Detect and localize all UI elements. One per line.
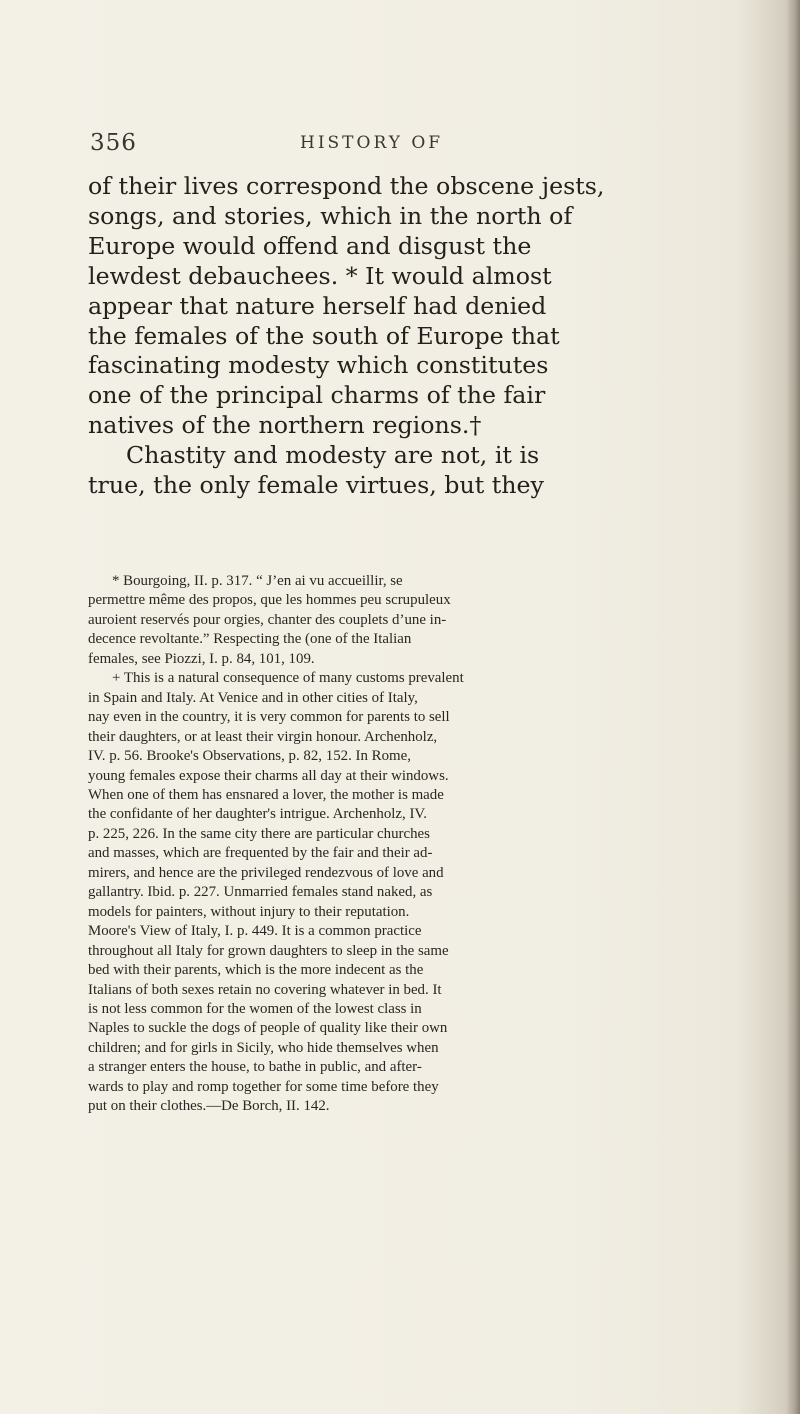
text-line: natives of the northern regions.†	[88, 411, 482, 440]
main-text	[88, 172, 728, 501]
footnote-line: wards to play and romp together for some time before they	[88, 1078, 439, 1095]
footnote-line: IV. p. 56. Brooke's Observations, p. 82, 152. In Rome,	[88, 748, 411, 765]
footnote-line: mirers, and hence are the privileged rendezvous of love and	[88, 864, 444, 881]
footnote-line: Naples to suckle the dogs of people of quality like their own	[88, 1020, 448, 1037]
text-line: lewdest debauchees. * It would almost	[88, 261, 552, 290]
footnote-line: throughout all Italy for grown daughters to sleep in the same	[88, 942, 449, 959]
text-line: appear that nature herself had denied	[88, 291, 547, 320]
text-line: the females of the south of Europe that	[88, 321, 560, 350]
footnote-line: and masses, which are frequented by the fair and their ad-	[88, 845, 433, 862]
footnote-line: + This is a natural consequence of many customs prevalent	[112, 670, 464, 687]
text-line: true, the only female virtues, but they	[88, 471, 544, 500]
footnote-line: auroient reservés pour orgies, chanter des couplets d’une in-	[88, 611, 447, 628]
footnote-line: in Spain and Italy. At Venice and in other cities of Italy,	[88, 689, 418, 706]
footnote-line: decence revoltante.” Respecting the (one of the Italian	[88, 631, 412, 648]
page-edge-shadow	[786, 0, 800, 1414]
footnote-line: females, see Piozzi, I. p. 84, 101, 109.	[88, 650, 315, 667]
footnote-line: permettre même des propos, que les hommes peu scrupuleux	[88, 592, 451, 609]
footnote-line: Moore's View of Italy, I. p. 449. It is a common practice	[88, 923, 422, 940]
page-number: 356	[90, 130, 137, 156]
footnote-line: the confidante of her daughter's intrigue. Archenholz, IV.	[88, 806, 427, 823]
text-line: songs, and stories, which in the north of	[88, 201, 573, 230]
footnote-line: is not less common for the women of the lowest class in	[88, 1000, 422, 1017]
text-line: Chastity and modesty are not, it is	[126, 441, 540, 470]
footnote-line: children; and for girls in Sicily, who hide themselves when	[88, 1039, 439, 1056]
text-line: Europe would offend and disgust the	[88, 231, 532, 260]
footnote-line: their daughters, or at least their virgin honour. Archenholz,	[88, 728, 438, 745]
footnotes	[88, 572, 736, 1117]
footnote-line: models for painters, without injury to their reputation.	[88, 903, 410, 920]
footnote-line: put on their clothes.—De Borch, II. 142.	[88, 1098, 330, 1115]
text-line: fascinating modesty which constitutes	[88, 351, 549, 380]
footnote-line: * Bourgoing, II. p. 317. “ J’en ai vu accueillir, se	[112, 573, 403, 589]
footnote-line: gallantry. Ibid. p. 227. Unmarried females stand naked, as	[88, 884, 433, 901]
page-header	[90, 130, 710, 160]
footnote-line: nay even in the country, it is very common for parents to sell	[88, 709, 450, 726]
footnote-line: young females expose their charms all day at their windows.	[88, 767, 449, 784]
footnote-line: bed with their parents, which is the more indecent as the	[88, 962, 424, 979]
footnote-line: a stranger enters the house, to bathe in public, and after-	[88, 1059, 422, 1076]
running-head: HISTORY OF	[300, 133, 444, 153]
footnote-line: p. 225, 226. In the same city there are particular churches	[88, 825, 430, 842]
text-line: of their lives correspond the obscene jests,	[88, 172, 605, 200]
text-line: one of the principal charms of the fair	[88, 381, 546, 410]
footnote-line: When one of them has ensnared a lover, the mother is made	[88, 786, 444, 803]
footnote-line: Italians of both sexes retain no covering whatever in bed. It	[88, 981, 442, 998]
